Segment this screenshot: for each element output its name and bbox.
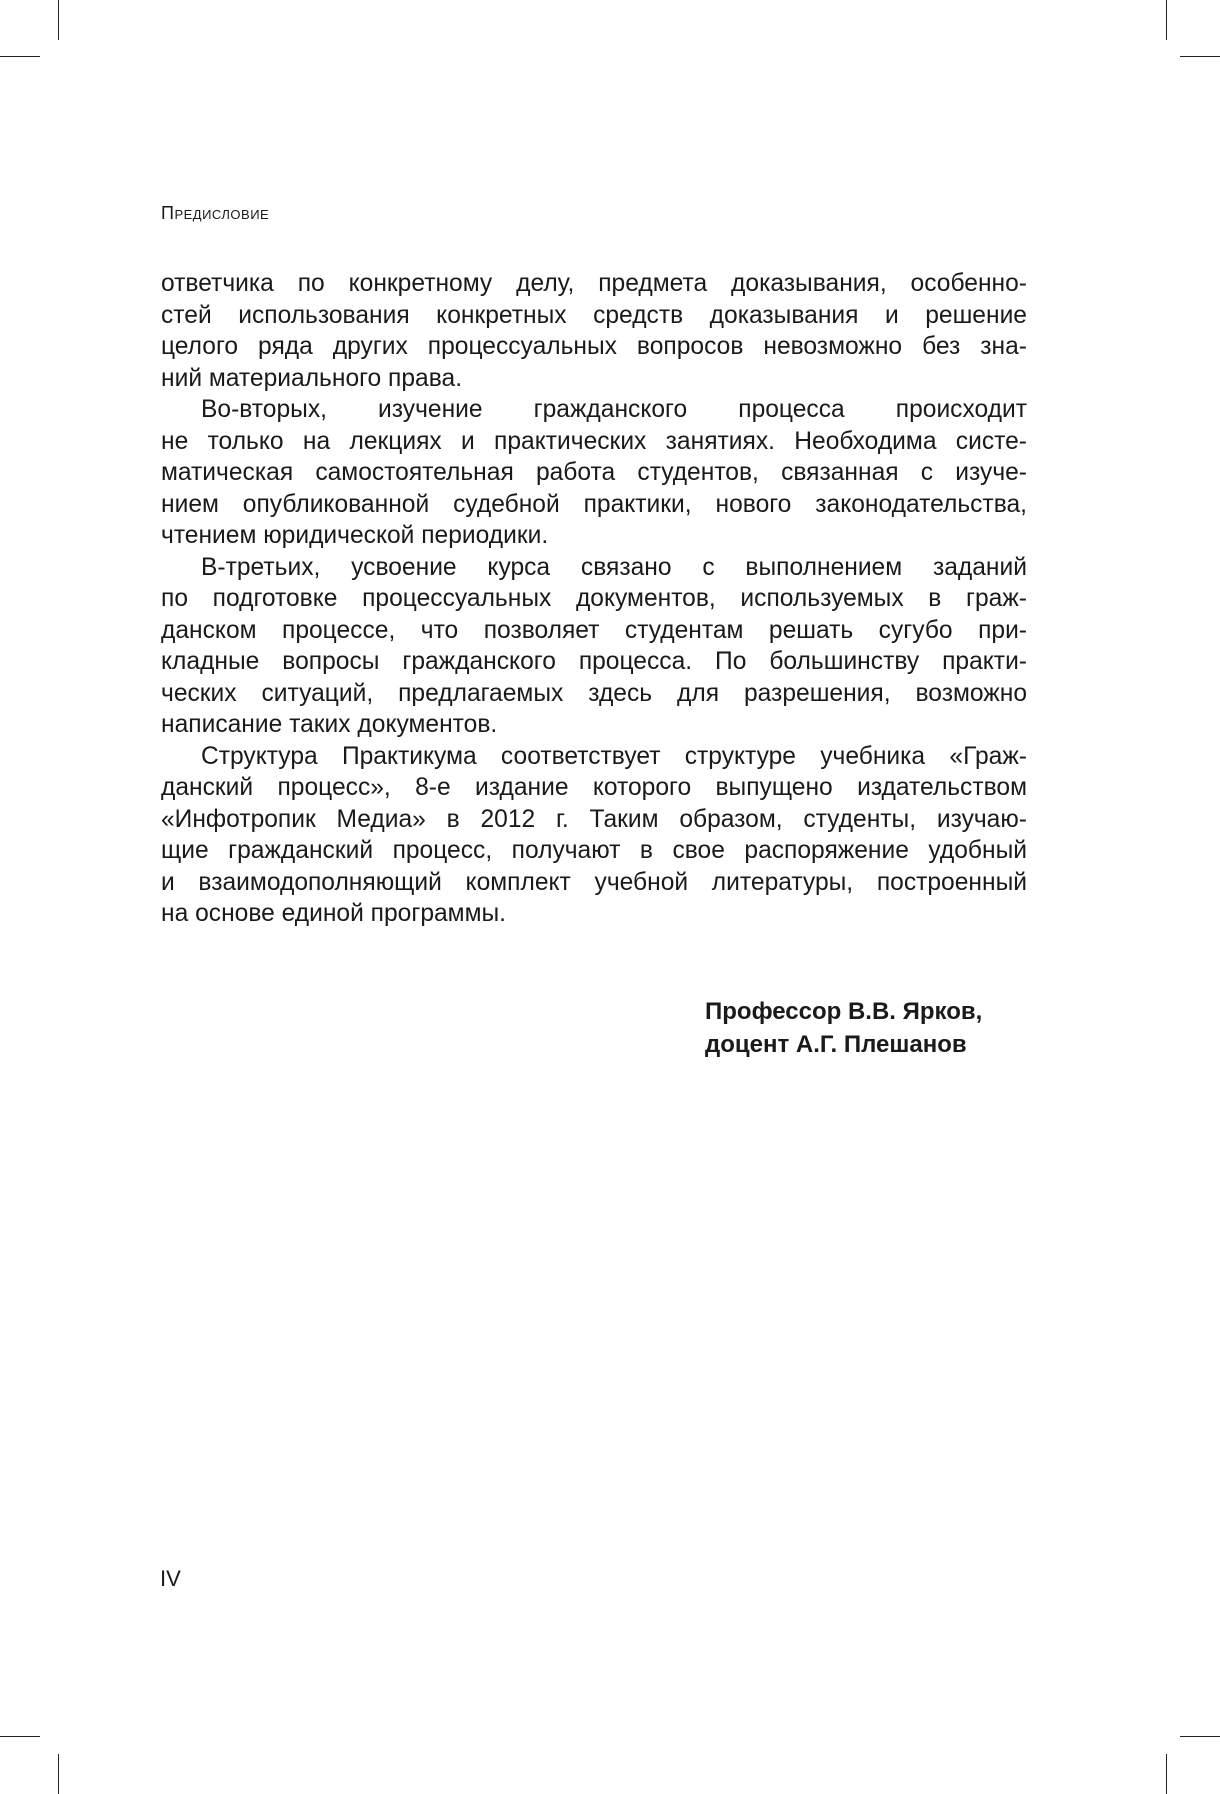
crop-mark (1180, 1736, 1220, 1737)
crop-mark (0, 1736, 40, 1737)
text-line: на основе единой программы. (161, 900, 507, 927)
text-line: Структура Практикума соответствует структуре учебника «Граж- (201, 742, 1027, 770)
author-signature (705, 995, 982, 1061)
text-line: В-третьих, усвоение курса связано с выполнением заданий (201, 553, 1027, 581)
text-line: не только на лекциях и практических занятиях. Необходима систе- (161, 427, 1027, 455)
text-line: «Инфотропик Медиа» в 2012 г. Таким образом, студенты, изучаю- (161, 805, 1027, 833)
crop-mark (1166, 0, 1167, 40)
crop-mark (58, 0, 59, 40)
text-line: и взаимодополняющий комплект учебной литературы, построенный (161, 868, 1027, 896)
body-text (161, 268, 1027, 930)
text-line: по подготовке процессуальных документов, используемых в граж- (161, 585, 1027, 612)
signature-line-2: доцент А.Г. Плешанов (705, 1031, 967, 1058)
text-line: написание таких документов. (161, 711, 498, 738)
crop-mark (58, 1754, 59, 1794)
text-line: ний материального права. (161, 364, 463, 392)
text-line: матическая самостоятельная работа студентов, связанная с изуче- (161, 459, 1027, 486)
crop-mark (1166, 1754, 1167, 1794)
crop-mark (0, 56, 40, 57)
signature-line-1: Профессор В.В. Ярков, (705, 998, 983, 1025)
text-line: данском процессе, что позволяет студентам решать сугубо при- (161, 616, 1027, 644)
text-line: нием опубликованной судебной практики, нового законодательства, (161, 490, 1027, 518)
text-line: данский процесс», 8-е издание которого выпущено издательством (161, 774, 1027, 801)
text-line: кладные вопросы гражданского процесса. По большинству практи- (161, 648, 1027, 675)
page-number: IV (160, 1566, 181, 1591)
text-line: чтением юридической периодики. (161, 522, 549, 549)
text-line: стей использования конкретных средств доказывания и решение (161, 301, 1027, 329)
text-line: целого ряда других процессуальных вопросов невозможно без зна- (161, 333, 1027, 360)
crop-mark (1180, 56, 1220, 57)
text-line: ответчика по конкретному делу, предмета доказывания, особенно- (161, 270, 1027, 297)
text-line: щие гражданский процесс, получают в свое распоряжение удобный (161, 837, 1027, 864)
text-line: Во-вторых, изучение гражданского процесса происходит (201, 396, 1027, 423)
text-line: ческих ситуаций, предлагаемых здесь для разрешения, возможно (161, 679, 1027, 707)
running-head: Предисловие (161, 203, 270, 223)
